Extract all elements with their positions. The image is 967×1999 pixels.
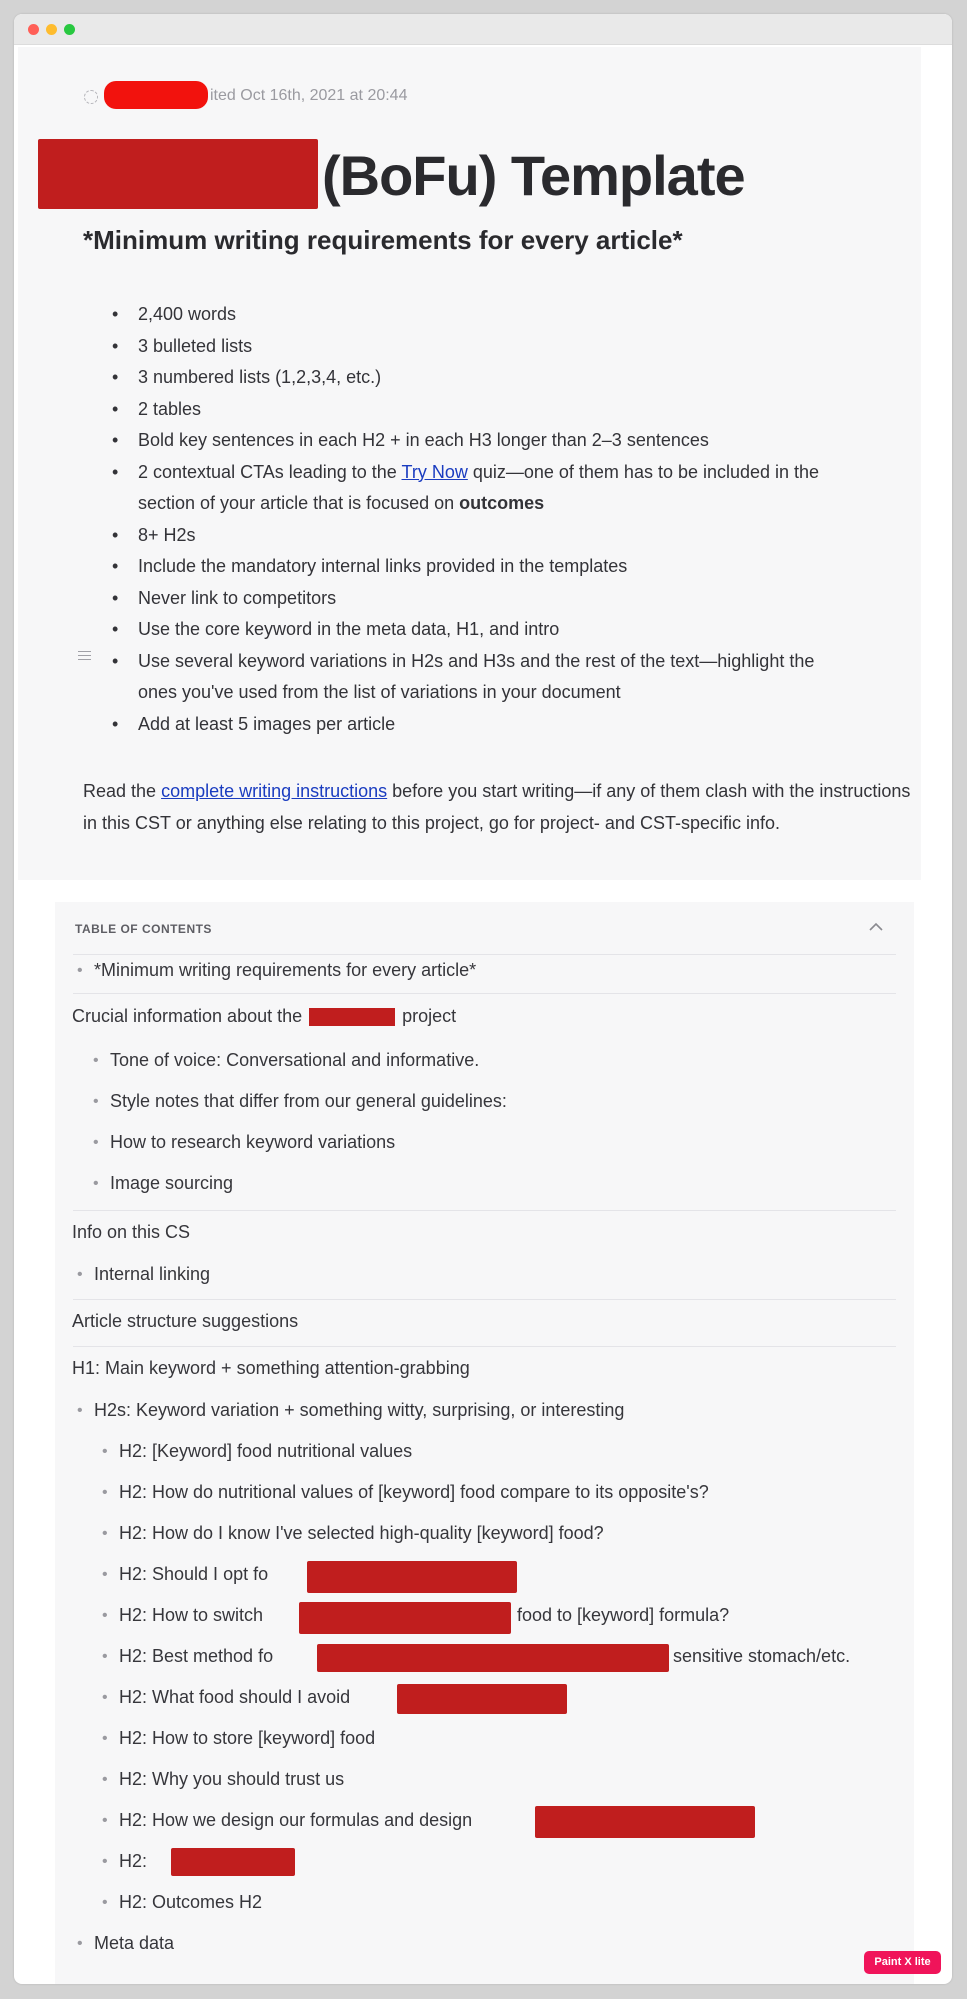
- requirement-text: 2 tables: [138, 398, 202, 419]
- toc-divider: [73, 1210, 896, 1211]
- toc-bullet-icon: •: [102, 1566, 108, 1583]
- toc-bullet-icon: •: [93, 1052, 99, 1069]
- toc-item-h2-9[interactable]: H2: Why you should trust us: [119, 1769, 345, 1789]
- requirement-text: Bold key sentences in each H2 + in each H3 longer than 2–3 sentences: [138, 430, 709, 450]
- toc-item-h2-4[interactable]: [119, 1564, 268, 1585]
- toc-bullet-icon: •: [93, 1175, 99, 1192]
- toc-bullet-icon: •: [102, 1771, 108, 1788]
- instructions-paragraph: [83, 775, 913, 839]
- toc-bullet-icon: •: [102, 1812, 108, 1829]
- requirement-continuation: ones you've used from the list of variations in your document: [138, 682, 621, 702]
- toc-item-h2-1[interactable]: H2: [Keyword] food nutritional values: [119, 1441, 413, 1461]
- requirement-item: [110, 583, 910, 615]
- requirement-continuation: [138, 488, 910, 520]
- toc-header: TABLE OF CONTENTS: [75, 922, 212, 936]
- toc-crucial-pre: Crucial information about the: [72, 1006, 303, 1026]
- toc-bullet-icon: •: [102, 1853, 108, 1870]
- requirement-text: 8+ H2s: [138, 524, 196, 545]
- toc-item-research[interactable]: How to research keyword variations: [110, 1132, 396, 1152]
- table-of-contents: [55, 902, 914, 1984]
- toc-item-h2-5-post[interactable]: food to [keyword] formula?: [517, 1605, 730, 1625]
- requirement-text: Use several keyword variations in H2s and H3s and the rest of the text—highlight the: [138, 650, 815, 671]
- requirement-item: [110, 614, 910, 646]
- requirement-text: 2,400 words: [138, 304, 237, 324]
- toc-item-h1[interactable]: H1: Main keyword + something attention-grabbing: [72, 1358, 470, 1378]
- toc-item-h2-6[interactable]: H2: Best method fo: [119, 1646, 274, 1666]
- toc-bullet-icon: •: [77, 1402, 83, 1419]
- redacted-project-name: [309, 1008, 395, 1026]
- toc-bullet-icon: •: [77, 1935, 83, 1952]
- document-header-section: [18, 47, 921, 880]
- toc-bullet-icon: •: [102, 1525, 108, 1542]
- chevron-up-icon[interactable]: [868, 916, 884, 937]
- toc-item-crucial-info[interactable]: [72, 1006, 456, 1027]
- requirement-item: [110, 457, 910, 520]
- requirement-text: Include the mandatory internal links provided in the templates: [138, 556, 628, 576]
- toc-item-h2-6-post[interactable]: sensitive stomach/etc.: [673, 1646, 851, 1666]
- drag-handle-icon[interactable]: [78, 647, 92, 660]
- zoom-window-button[interactable]: [64, 24, 75, 35]
- toc-item-tone[interactable]: Tone of voice: Conversational and informative.: [110, 1050, 480, 1070]
- paint-x-lite-badge: Paint X lite: [864, 1951, 941, 1974]
- toc-item-internal[interactable]: Internal linking: [94, 1264, 211, 1284]
- paragraph-text: Read the: [83, 781, 162, 801]
- toc-item-h2-3[interactable]: H2: How do I know I've selected high-quality [keyword] food?: [119, 1523, 604, 1543]
- toc-bullet-icon: •: [102, 1443, 108, 1460]
- requirement-text: Never link to competitors: [138, 587, 337, 608]
- close-window-button[interactable]: [28, 24, 39, 35]
- redacted-text: [307, 1561, 517, 1593]
- requirement-item: [110, 362, 910, 394]
- toc-item-min-req[interactable]: *Minimum writing requirements for every article*: [94, 960, 477, 980]
- toc-item-h2-2[interactable]: H2: How do nutritional values of [keyword] food compare to its opposite's?: [119, 1482, 709, 1502]
- toc-bullet-icon: •: [102, 1648, 108, 1665]
- toc-item-meta[interactable]: Meta data: [94, 1933, 175, 1953]
- toc-bullet-icon: •: [102, 1730, 108, 1747]
- requirement-item: [110, 709, 910, 741]
- last-edited-text: ited Oct 16th, 2021 at 20:44: [210, 87, 408, 104]
- paragraph-text-end: before you start writing—if any of them clash with the instructions in this CST or anything else relating to this project, go for project- and CST-specific info.: [83, 781, 911, 833]
- redacted-text: [535, 1806, 755, 1838]
- window-titlebar: [14, 14, 952, 45]
- redacted-text: [171, 1848, 295, 1876]
- requirement-text: 3 numbered lists (1,2,3,4, etc.): [138, 367, 382, 387]
- toc-item-h2-7[interactable]: H2: What food should I avoid: [119, 1687, 351, 1707]
- toc-crucial-post: project: [402, 1006, 457, 1026]
- requirement-item: [110, 394, 910, 426]
- toc-divider: [73, 993, 896, 994]
- requirement-text: quiz—one of them has to be included in the: [467, 461, 820, 482]
- toc-item-article[interactable]: Article structure suggestions: [72, 1311, 299, 1331]
- toc-bullet-icon: •: [93, 1134, 99, 1151]
- sync-status-icon: [84, 90, 98, 104]
- redacted-title-part: [38, 139, 318, 209]
- toc-bullet-icon: •: [102, 1607, 108, 1624]
- toc-bullet-icon: •: [77, 1266, 83, 1283]
- toc-item-h2-11[interactable]: H2:: [119, 1851, 148, 1871]
- requirement-item: [110, 331, 910, 363]
- toc-item-h2-12[interactable]: H2: Outcomes H2: [119, 1892, 263, 1912]
- requirement-text: section of your article that is focused on: [138, 493, 460, 513]
- toc-item-h2-10[interactable]: H2: How we design our formulas and design: [119, 1810, 473, 1830]
- toc-divider: [73, 954, 896, 955]
- toc-item-h2-8[interactable]: H2: How to store [keyword] food: [119, 1728, 376, 1748]
- toc-bullet-icon: •: [102, 1894, 108, 1911]
- requirement-item: [110, 425, 910, 457]
- requirement-bold-text: outcomes: [459, 493, 545, 513]
- requirement-item: [110, 646, 910, 709]
- toc-h2-4-text: H2: Should I opt fo: [119, 1564, 269, 1584]
- toc-bullet-icon: •: [77, 962, 83, 979]
- toc-bullet-icon: •: [93, 1093, 99, 1110]
- requirement-item: [110, 520, 910, 552]
- section-heading: *Minimum writing requirements for every article*: [83, 225, 683, 255]
- toc-bullet-icon: •: [102, 1689, 108, 1706]
- requirements-list: [110, 299, 910, 740]
- toc-bullet-icon: •: [102, 1484, 108, 1501]
- requirement-text: Use the core keyword in the meta data, H1, and intro: [138, 619, 560, 639]
- toc-divider: [73, 1346, 896, 1347]
- toc-item-h2-5[interactable]: H2: How to switch: [119, 1605, 264, 1625]
- toc-item-h2s[interactable]: H2s: Keyword variation + something witty, surprising, or interesting: [94, 1400, 625, 1420]
- redacted-text: [397, 1684, 567, 1714]
- requirement-text: Add at least 5 images per article: [138, 713, 396, 734]
- try-now-link[interactable]: Try Now: [401, 461, 468, 482]
- page-title: [18, 137, 921, 215]
- redacted-text: [317, 1644, 669, 1672]
- complete-instructions-link[interactable]: complete writing instructions: [161, 781, 388, 801]
- toc-item-info[interactable]: Info on this CS: [72, 1222, 191, 1242]
- requirement-text: 3 bulleted lists: [138, 335, 253, 356]
- redacted-author: [104, 81, 208, 109]
- toc-divider: [73, 1299, 896, 1300]
- requirement-item: [110, 551, 910, 583]
- minimize-window-button[interactable]: [46, 24, 57, 35]
- redacted-text: [299, 1602, 511, 1634]
- title-text: (BoFu) Template: [322, 144, 745, 207]
- toc-item-style[interactable]: Style notes that differ from our general guidelines:: [110, 1091, 507, 1111]
- requirement-item: [110, 299, 910, 331]
- requirement-text: 2 contextual CTAs leading to the: [138, 461, 402, 482]
- toc-item-image[interactable]: Image sourcing: [110, 1173, 234, 1193]
